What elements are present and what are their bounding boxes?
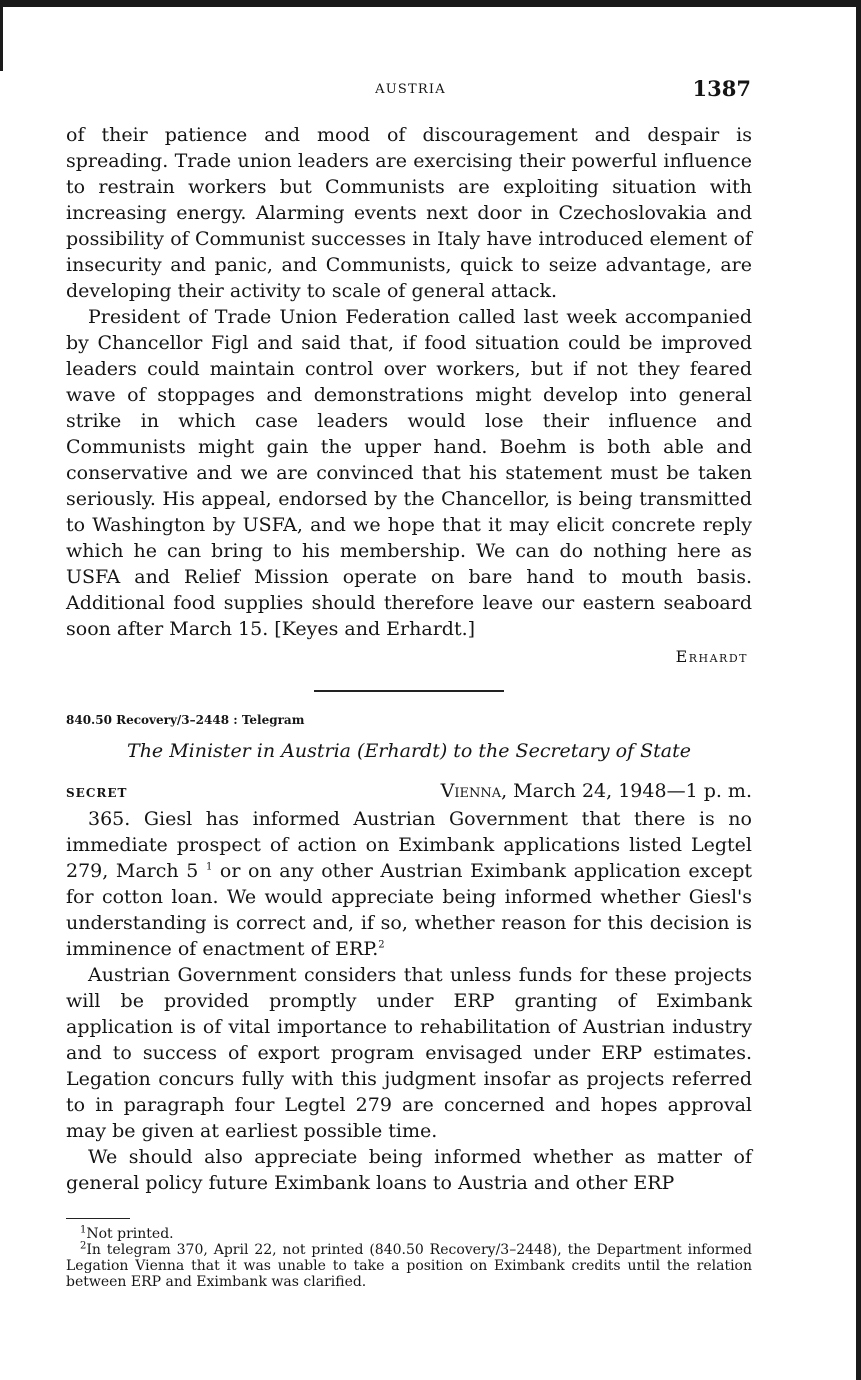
dateline-row [66, 778, 752, 806]
signature: Erhardt [675, 647, 748, 666]
p365-text-a: 365. Giesl has informed Austrian Government that there is no immediate prospect of action on Eximbank applications listed Legtel 279, March 5 [66, 808, 752, 882]
p365-text-b: or on any other Austrian Eximbank application except for cotton loan. We would appreciate being informed whether Giesl's understanding is correct and, if so, whether reason for this decision is imminence of enactment of ERP. [66, 860, 752, 960]
page-number: 1387 [692, 76, 751, 101]
footnote-rule [66, 1218, 130, 1219]
section-divider [314, 690, 504, 692]
footnotes [66, 1226, 752, 1290]
scan-right-edge [856, 0, 861, 1380]
dateline-date: , March 24, 1948—1 p. m. [501, 780, 752, 802]
paragraph-365 [66, 806, 752, 962]
classification-label: SECRET [66, 786, 128, 800]
footnote-2-mark: 2 [80, 1240, 87, 1252]
footnote-2 [66, 1242, 752, 1290]
footnote-1 [66, 1226, 752, 1242]
footnote-1-mark: 1 [80, 1224, 87, 1236]
document-title: The Minister in Austria (Erhardt) to the Secretary of State [127, 740, 691, 762]
footnote-1-text: Not printed. [86, 1226, 174, 1242]
footnote-2-text: In telegram 370, April 22, not printed (840.50 Recovery/3–2448), the Department informed Legation Vienna that it was unable to take a position on Eximbank credits until the relation between ERP and Eximbank was clarified. [66, 1242, 752, 1290]
main-text-column [66, 122, 752, 1196]
file-code: 840.50 Recovery/3–2448 : Telegram [66, 713, 305, 727]
footnote-ref-2: 2 [378, 939, 385, 951]
paragraph-general-policy: We should also appreciate being informed whether as matter of general policy future Eximbank loans to Austria and other ERP [66, 1146, 752, 1194]
running-title: AUSTRIA [375, 82, 446, 97]
scan-top-edge [0, 0, 861, 7]
paragraph-austrian-government: Austrian Government considers that unless funds for these projects will be provided promptly under ERP granting of Eximbank application is of vital importance to rehabilitation of Austrian industry and to success of export program envisaged under ERP estimates. Legation concurs fully with this judgment insofar as projects referred to in paragraph four Legtel 279 are concerned and hopes approval may be given at earliest possible time. [66, 964, 752, 1142]
paragraph-continued: of their patience and mood of discouragement and despair is spreading. Trade union leaders are exercising their powerful influence to restrain workers but Communists are exploiting situation with increasing energy. Alarming events next door in Czechoslovakia and possibility of Communist successes in Italy have introduced element of insecurity and panic, and Communists, quick to seize advantage, are developing their activity to scale of general attack. [66, 124, 752, 302]
paragraph-trade-union: President of Trade Union Federation called last week accompanied by Chancellor Figl and said that, if food situation could be improved leaders could maintain control over workers, but if not they feared wave of stoppages and demonstrations might develop into general strike in which case leaders would lose their influence and Communists might gain the upper hand. Boehm is both able and conservative and we are convinced that his statement must be taken seriously. His appeal, endorsed by the Chancellor, is being transmitted to Washington by USFA, and we hope that it may elicit concrete reply which he can bring to his membership. We can do nothing here as USFA and Relief Mission operate on bare hand to mouth basis. Additional food supplies should therefore leave our eastern seaboard soon after March 15. [Keyes and Erhardt.] [66, 306, 752, 640]
dateline-city: Vienna [440, 780, 502, 802]
dateline [441, 778, 752, 804]
scan-left-edge [0, 7, 3, 71]
running-header [0, 76, 861, 104]
footnote-ref-1: 1 [205, 861, 213, 873]
